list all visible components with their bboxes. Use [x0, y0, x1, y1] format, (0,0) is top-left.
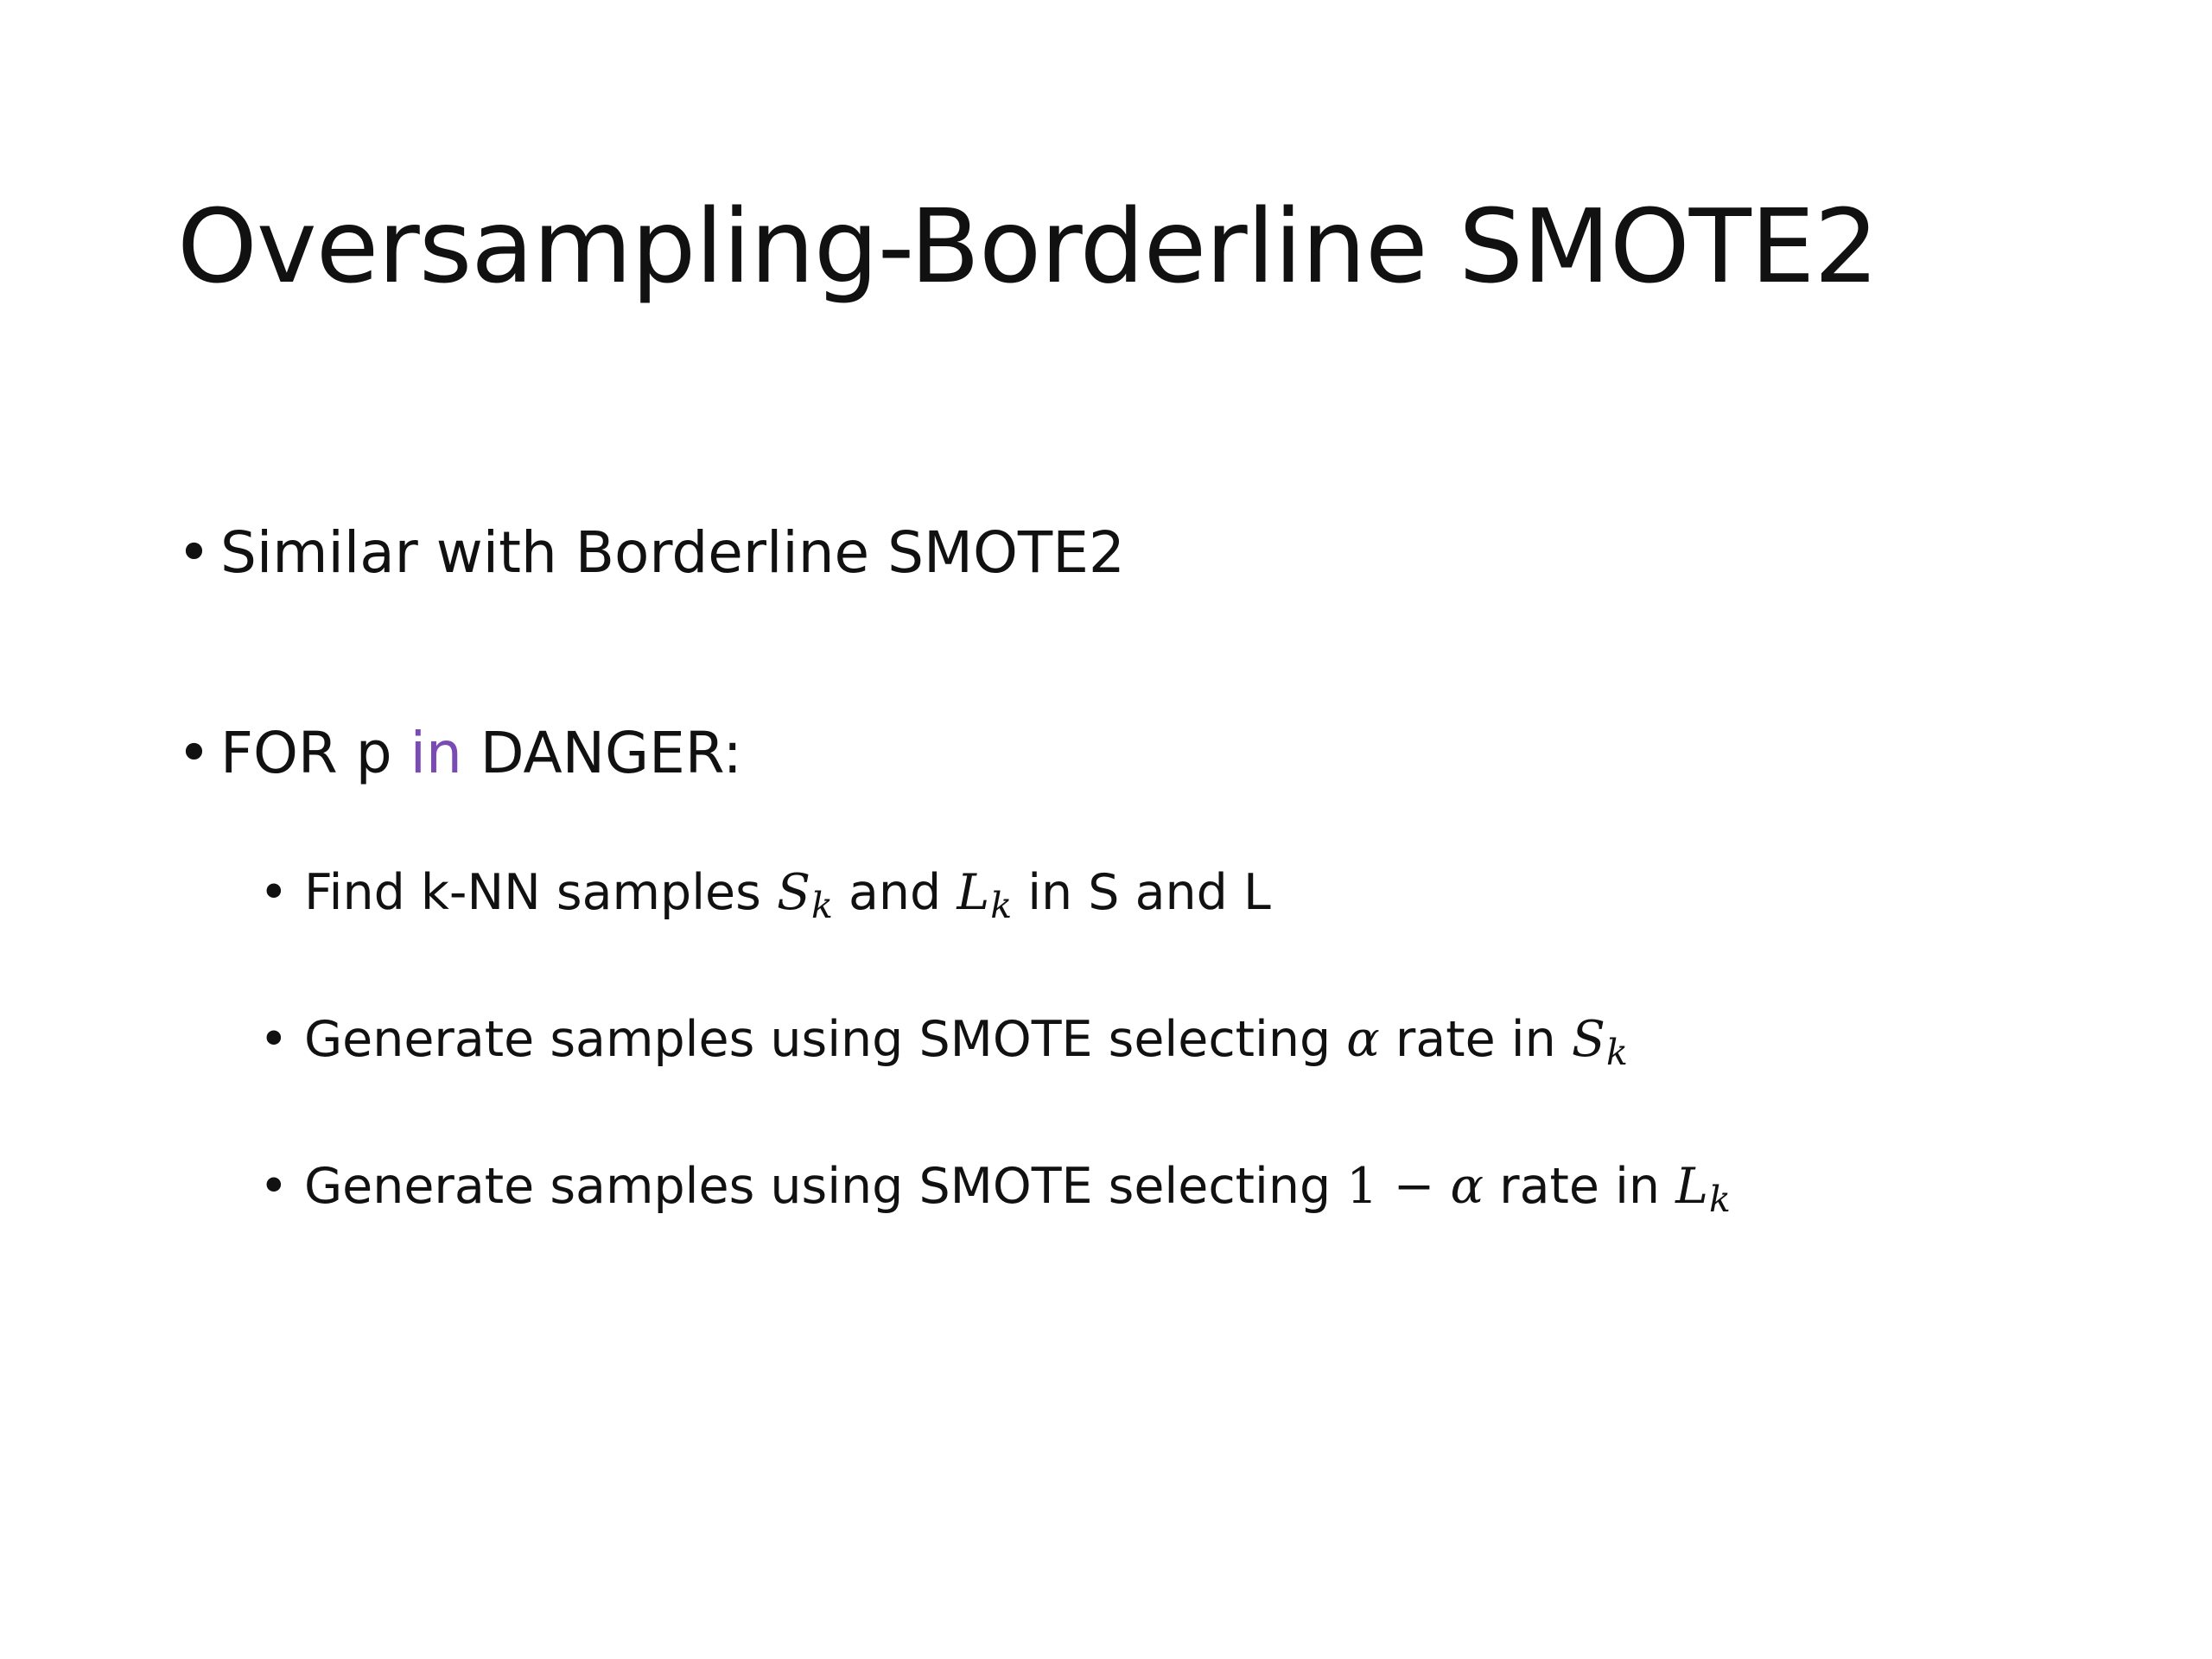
math-alpha: α: [1346, 1011, 1380, 1068]
math-subscript-k: k: [1605, 1032, 1628, 1074]
sub-bullet-text: Generate samples using SMOTE selecting: [304, 1158, 1347, 1215]
bullet-dot: •: [177, 519, 211, 586]
math-minus: −: [1377, 1158, 1451, 1215]
math-subscript-k: k: [990, 885, 1013, 927]
bullet-similar: [177, 514, 1125, 592]
bullet-for-loop: [177, 715, 742, 792]
math-subscript-k: k: [1709, 1179, 1731, 1221]
sub-bullet-text: Find k-NN samples: [304, 864, 777, 921]
sub-bullet-text: Generate samples using SMOTE selecting: [304, 1011, 1347, 1068]
sub-bullet-find-knn: [259, 858, 1271, 931]
sub-bullet-dot: •: [259, 1158, 289, 1215]
math-one: 1: [1346, 1158, 1378, 1215]
sub-bullet-text: rate in: [1379, 1011, 1572, 1068]
sub-bullet-generate-one-minus-alpha: [259, 1152, 1731, 1225]
sub-bullet-text: in S and L: [1012, 864, 1271, 921]
keyword-in: in: [410, 720, 462, 786]
bullet-text-post: DANGER:: [461, 720, 742, 786]
bullet-dot: •: [177, 720, 211, 786]
math-s: S: [1571, 1011, 1605, 1068]
math-s: S: [776, 864, 810, 921]
math-alpha: α: [1450, 1158, 1484, 1215]
sub-bullet-text: rate in: [1484, 1158, 1676, 1215]
slide-title: Oversampling-Borderline SMOTE2: [177, 187, 1878, 306]
sub-bullet-generate-alpha: [259, 1005, 1628, 1078]
math-l: L: [957, 864, 990, 921]
sub-bullet-dot: •: [259, 864, 289, 921]
sub-bullet-dot: •: [259, 1011, 289, 1068]
sub-bullet-text: and: [832, 864, 957, 921]
math-subscript-k: k: [811, 885, 833, 927]
math-l: L: [1675, 1158, 1709, 1215]
bullet-text: Similar with Borderline SMOTE2: [220, 519, 1125, 586]
bullet-text-pre: FOR p: [220, 720, 410, 786]
